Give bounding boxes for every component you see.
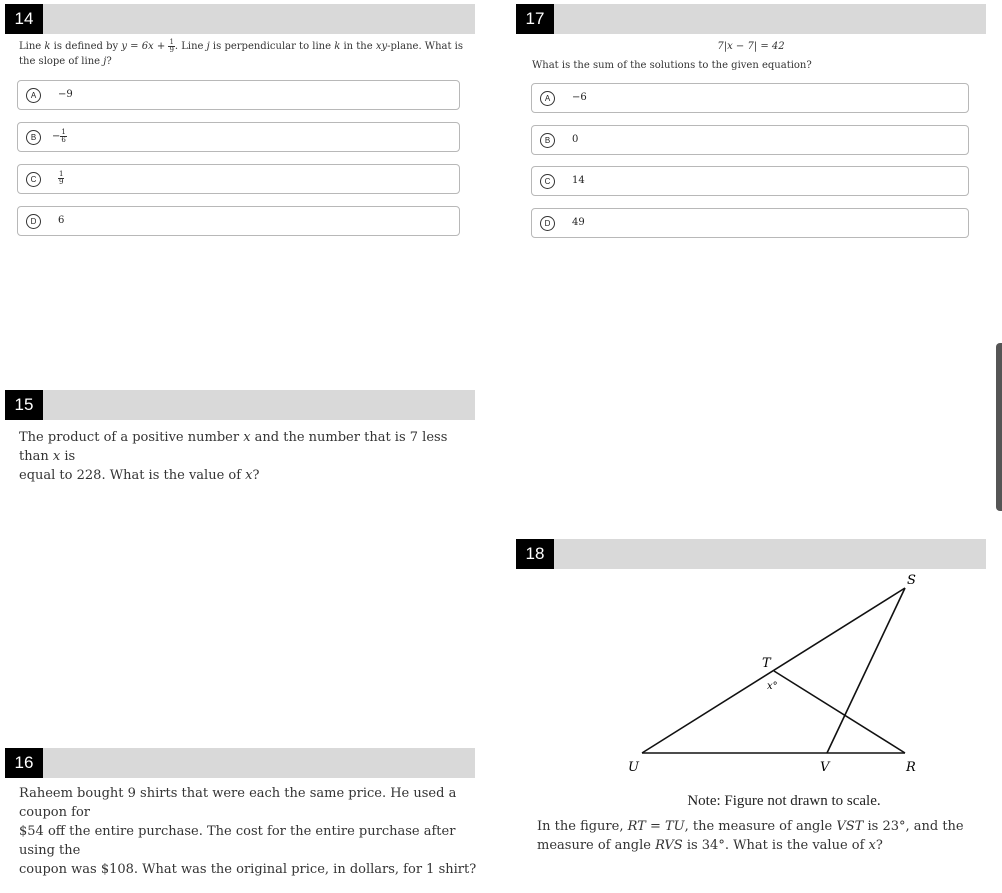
q17-choice-d-text: 49 [572, 217, 585, 228]
q14-choice-a-text: −9 [58, 89, 73, 100]
label-x-angle: x° [767, 681, 778, 692]
q14-fraction: $\frac{1}{9}$ [169, 38, 174, 54]
figure-note: Note: Figure not drawn to scale. [687, 793, 881, 809]
q14-choice-c-text: $\frac{1}{9}$ [59, 170, 64, 186]
q17-equation: 7|x − 7| = 42 [717, 41, 785, 52]
q17-choice-b-text: 0 [572, 134, 579, 145]
q14-choice-b-text: − $\frac{1}{6}$ [52, 128, 66, 144]
q14-stem: Line k is defined by y = 6x + $\frac{1}{9}$ . Line j is perpendicular to line k in the xy-plane. What is the slope of line j? [19, 38, 464, 67]
q17-choice-a-text: −6 [572, 92, 587, 103]
q17-choice-b-letter: B [540, 133, 555, 148]
q18-stem: In the figure, RT = TU, the measure of angle VST is 23°, and the measure of angle RVS is 34°. What is the value of x? [537, 819, 964, 853]
label-u: U [628, 760, 639, 775]
q17-number: 17 [516, 4, 554, 34]
label-t: T [762, 656, 771, 671]
q14-choice-b-letter: B [26, 130, 41, 145]
q17-stem: What is the sum of the solutions to the given equation? [532, 60, 812, 71]
q17-choice-d-letter: D [540, 216, 555, 231]
label-s: S [907, 573, 916, 588]
q14-number: 14 [5, 4, 43, 34]
label-v: V [820, 760, 830, 775]
q18-number: 18 [516, 539, 554, 569]
q14-choice-d-letter: D [26, 214, 41, 229]
q14-choice-c-letter: C [26, 172, 41, 187]
q14-choice-a-letter: A [26, 88, 41, 103]
q14-choice-d-text: 6 [58, 215, 65, 226]
scrollbar-thumb[interactable] [996, 343, 1002, 511]
q15-stem: The product of a positive number x and the number that is 7 less than x is equal to 228. What is the value of x? [19, 430, 448, 483]
q17-choice-a-letter: A [540, 91, 555, 106]
segment-tr [774, 671, 905, 753]
q16-number: 16 [5, 748, 43, 778]
q15-number: 15 [5, 390, 43, 420]
label-r: R [906, 760, 916, 775]
q17-choice-c-text: 14 [572, 175, 585, 186]
q17-choice-c-letter: C [540, 174, 555, 189]
q16-stem: Raheem bought 9 shirts that were each the same price. He used a coupon for $54 off the entire purchase. The cost for the entire purchase after using the coupon was $108. What was the original price, in dollars, for 1 shirt? [19, 786, 477, 877]
